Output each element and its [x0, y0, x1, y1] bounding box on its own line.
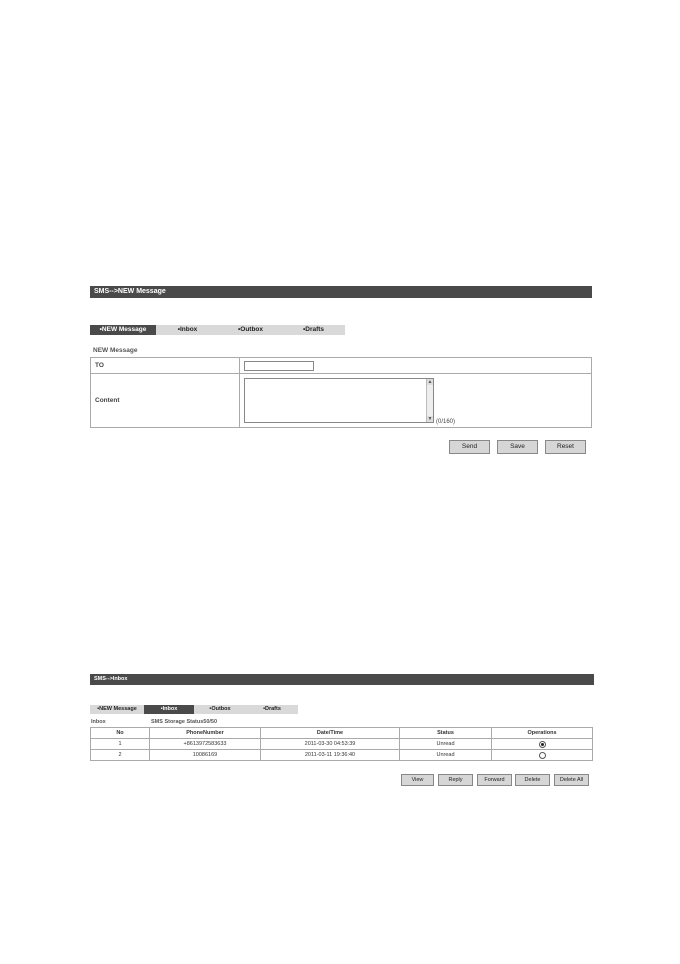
- to-label: TO: [91, 358, 240, 374]
- row-operations: [492, 750, 593, 761]
- select-radio[interactable]: [539, 752, 546, 759]
- storage-status: SMS Storage Status50/50: [151, 719, 218, 725]
- tab-drafts[interactable]: •Drafts: [263, 706, 281, 712]
- delete-all-button[interactable]: Delete All: [554, 774, 589, 786]
- reply-button[interactable]: Reply: [438, 774, 473, 786]
- tab-outbox[interactable]: •Outbox: [209, 706, 231, 712]
- save-button[interactable]: Save: [497, 440, 538, 454]
- to-cell: [240, 358, 592, 374]
- select-radio[interactable]: [539, 741, 546, 748]
- table-row[interactable]: [91, 739, 593, 750]
- row-no: 1: [91, 739, 150, 750]
- row-status: Unread: [400, 750, 492, 761]
- tab-new-message[interactable]: •NEW Message: [97, 706, 137, 712]
- view-button[interactable]: View: [401, 774, 434, 786]
- column-header-status: Status: [400, 728, 492, 739]
- tab-new-message[interactable]: •NEW Message: [90, 325, 156, 335]
- tab-outbox[interactable]: •Outbox: [237, 326, 264, 333]
- column-header-no: No: [91, 728, 150, 739]
- textarea-scrollbar[interactable]: [426, 379, 433, 422]
- row-phone: +8613972583633: [150, 739, 261, 750]
- section-heading: NEW Message: [93, 347, 138, 354]
- new-message-title: SMS-->NEW Message: [90, 286, 592, 298]
- new-message-panel: [90, 286, 592, 298]
- inbox-tabs: [90, 705, 298, 714]
- tab-inbox[interactable]: •Inbox: [177, 326, 198, 333]
- row-operations: [492, 739, 593, 750]
- content-label: Content: [91, 374, 240, 428]
- tab-drafts[interactable]: •Drafts: [302, 326, 325, 333]
- new-message-form: [90, 357, 592, 428]
- row-status: Unread: [400, 739, 492, 750]
- to-input[interactable]: [244, 361, 314, 371]
- scroll-down-icon[interactable]: ▼: [427, 416, 433, 422]
- reset-button[interactable]: Reset: [545, 440, 586, 454]
- send-button[interactable]: Send: [449, 440, 490, 454]
- content-cell: [240, 374, 592, 428]
- inbox-heading: Inbox: [91, 719, 106, 725]
- new-message-tabs: [90, 325, 345, 335]
- row-datetime: 2011-03-30 04:53:39: [261, 739, 400, 750]
- row-phone: 10086169: [150, 750, 261, 761]
- column-header-operations: Operations: [492, 728, 593, 739]
- row-no: 2: [91, 750, 150, 761]
- inbox-panel: [90, 674, 594, 685]
- row-datetime: 2011-03-11 19:36:40: [261, 750, 400, 761]
- inbox-title: SMS-->Inbox: [90, 674, 594, 685]
- forward-button[interactable]: Forward: [477, 774, 512, 786]
- content-textarea[interactable]: [244, 378, 434, 423]
- table-row[interactable]: [91, 750, 593, 761]
- inbox-table: [90, 727, 593, 761]
- column-header-phone: PhoneNumber: [150, 728, 261, 739]
- char-counter: (0/160): [436, 419, 456, 425]
- column-header-datetime: Date/Time: [261, 728, 400, 739]
- tab-inbox[interactable]: •Inbox: [144, 705, 194, 714]
- delete-button[interactable]: Delete: [515, 774, 550, 786]
- scroll-up-icon[interactable]: ▲: [427, 379, 433, 385]
